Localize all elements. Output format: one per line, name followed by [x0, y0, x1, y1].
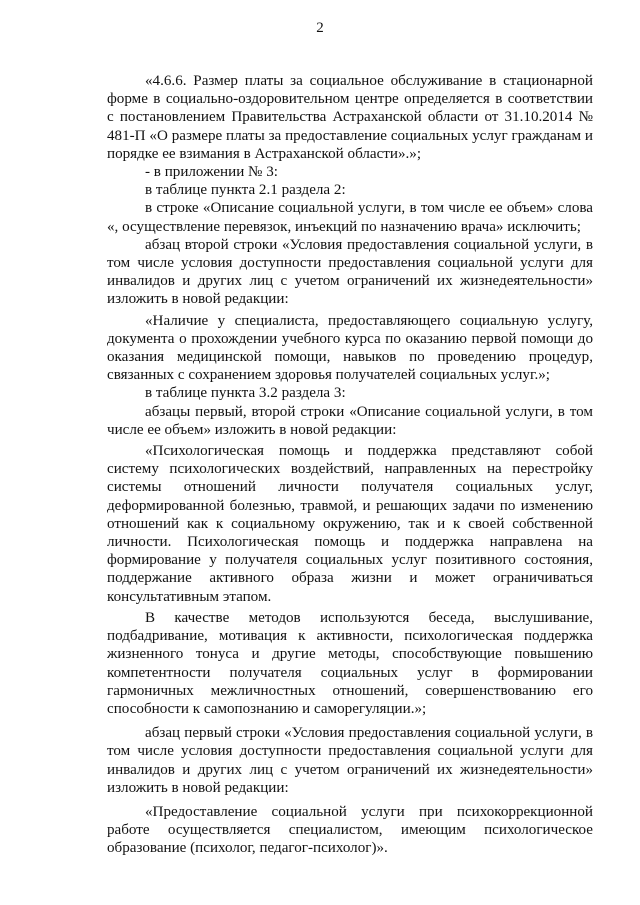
document-body: [107, 72, 593, 858]
paragraph-description-row-exclusion: в строке «Описание социальной услуги, в том числе ее объем» слова «, осуществление перевязок, инъекций по назначению врача» исключить;: [107, 200, 593, 235]
paragraph-table-2-1: в таблице пункта 2.1 раздела 2:: [145, 182, 346, 199]
paragraph-psychological-help: «Психологическая помощь и поддержка представляют собой систему психологических воздействий, направленных на перестройку системы отношений личности получателя социальных услуг, деформированной болезнью, травмой, и решающих задачи по изменению отношений как к социальному окружению, так и к своей собственной личности. Психологическая помощь и поддержка направлена на формирование у получателя социальных услуг позитивного состояния, поддержание активного образа жизни и может ограничиваться консультативным этапом.: [107, 443, 593, 605]
paragraph-conditions-second-abzac: абзац второй строки «Условия предоставления социальной услуги, в том числе условия доступности предоставления социальной услуги для инвалидов и других лиц с учетом ограничений их жизнедеятельности» изложить в новой редакции:: [107, 236, 593, 308]
paragraph-psychocorrection-provision: «Предоставление социальной услуги при психокоррекционной работе осуществляется специалистом, имеющим психологическое образование (психолог, педагог-психолог)».: [107, 803, 593, 857]
paragraph-description-first-second-abzac: абзацы первый, второй строки «Описание социальной услуги, в том числе ее объем» изложить в новой редакции:: [107, 403, 593, 438]
paragraph-table-3-2: в таблице пункта 3.2 раздела 3:: [145, 385, 346, 402]
paragraph-4-6-6-amendment: «4.6.6. Размер платы за социальное обслуживание в стационарной форме в социально-оздоровительном центре определяется в соответствии с постановлением Правительства Астраханской области от 31.10.2014 № 481-П «О размере платы за предоставление социальных услуг гражданам и порядке ее взимания в Астраханской области».»;: [107, 73, 593, 162]
paragraph-methods: В качестве методов используются беседа, выслушивание, подбадривание, мотивация к активности, психологическая поддержка жизненного тонуса и другие методы, способствующие повышению компетентности получателя социальных услуг в формировании гармоничных межличностных отношений, совершенствованию его способности к самопознанию и саморегуляции.»;: [107, 609, 593, 717]
paragraph-conditions-first-abzac: абзац первый строки «Условия предоставления социальной услуги, в том числе условия доступности предоставления социальной услуги для инвалидов и других лиц с учетом ограничений их жизнедеятельности» изложить в новой редакции:: [107, 725, 593, 796]
paragraph-specialist-requirement: «Наличие у специалиста, предоставляющего социальную услугу, документа о прохождении учебного курса по оказанию первой помощи до оказания медицинской помощи, навыков по проведению процедур, связанных с сохранением здоровья получателей социальных услуг.»;: [107, 312, 593, 384]
paragraph-appendix-3: - в приложении № 3:: [145, 164, 278, 181]
page-number: 2: [316, 20, 324, 36]
